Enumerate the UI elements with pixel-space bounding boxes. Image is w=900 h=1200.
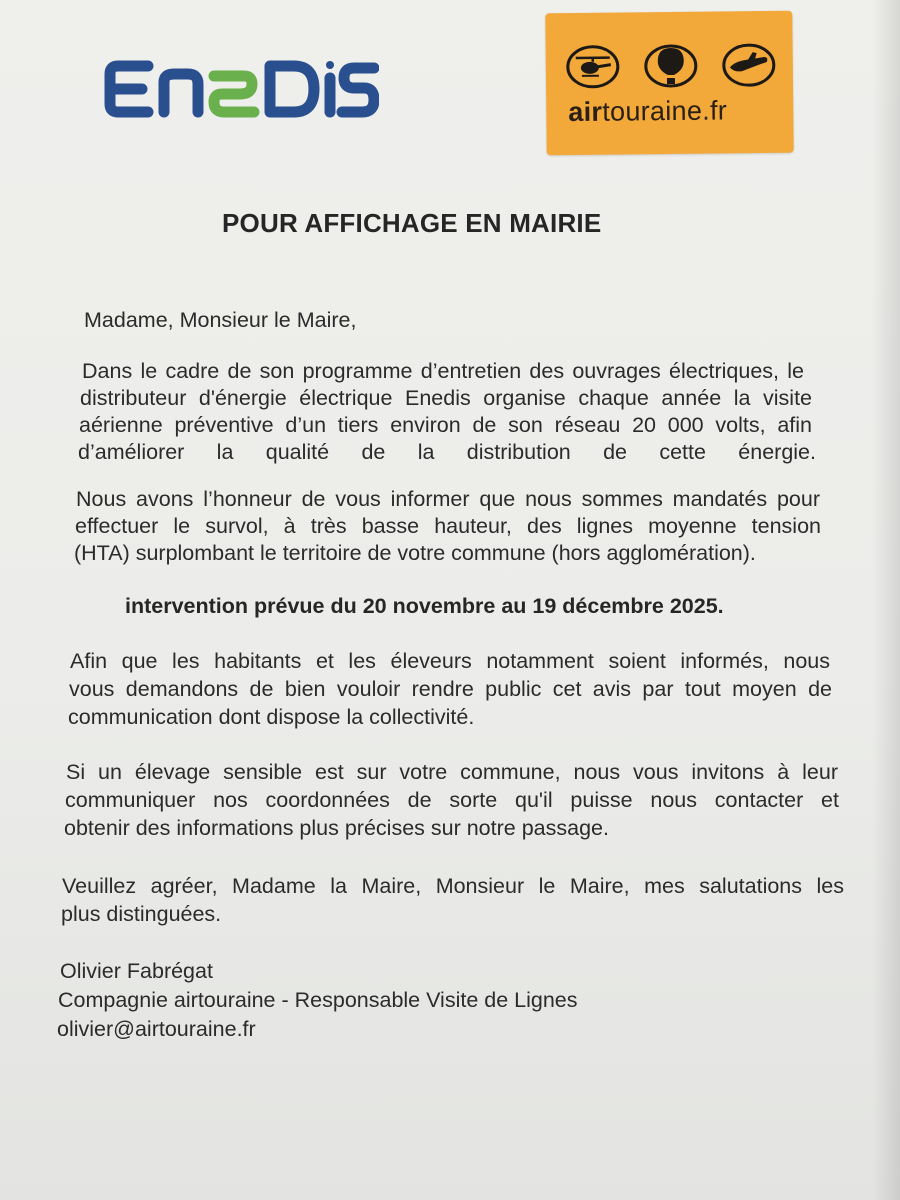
airtouraine-logo [545,11,793,156]
signature-role: Compagnie airtouraine - Responsable Visite de Lignes [58,988,578,1012]
airtouraine-wordmark-bold: air [568,96,603,128]
airtouraine-icons [566,41,776,91]
enedis-logo-graphic [104,58,379,120]
helicopter-icon [568,47,618,88]
paragraph-line: Si un élevage sensible est sur votre commune, nous vous invitons à leur [66,760,838,784]
paragraph-line: Nous avons l’honneur de vous informer que nous sommes mandatés pour [76,487,820,511]
paragraph-line: vous demandons de bien vouloir rendre public cet avis par tout moyen de [69,677,832,701]
paragraph-line: distributeur d'énergie électrique Enedis organise chaque année la visite [80,386,812,410]
page-title: POUR AFFICHAGE EN MAIRIE [222,208,602,238]
airtouraine-wordmark-rest: touraine.fr [602,95,728,127]
salutation: Madame, Monsieur le Maire, [84,308,357,332]
paragraph-line: (HTA) surplombant le territoire de votre commune (hors agglomération). [74,541,756,565]
paragraph-line: plus distinguées. [61,902,222,926]
airplane-icon [724,45,774,86]
paragraph-line: communiquer nos coordonnées de sorte qu'il puisse nous contacter et [65,788,839,812]
signature-name: Olivier Fabrégat [60,959,213,983]
paragraph-line: d’améliorer la qualité de la distribution de cette énergie. [78,440,816,464]
paragraph-line: obtenir des informations plus précises sur notre passage. [64,816,609,840]
paragraph-line: aérienne préventive d’un tiers environ de son réseau 20 000 volts, afin [79,413,812,437]
airtouraine-wordmark [568,95,727,128]
intervention-dates: intervention prévue du 20 novembre au 19 décembre 2025. [125,594,724,618]
paragraph-line: Afin que les habitants et les éleveurs notamment soient informés, nous [70,649,830,673]
paragraph-line: Veuillez agréer, Madame la Maire, Monsieur le Maire, mes salutations les [62,874,844,898]
balloon-icon [646,46,696,87]
paragraph-line: Dans le cadre de son programme d’entretien des ouvrages électriques, le [82,359,804,383]
signature-email: olivier@airtouraine.fr [57,1017,256,1041]
paragraph-line: effectuer le survol, à très basse hauteur, des lignes moyenne tension [75,514,821,538]
enedis-logo [104,58,379,120]
paragraph-line: communication dont dispose la collectivité. [68,705,475,729]
